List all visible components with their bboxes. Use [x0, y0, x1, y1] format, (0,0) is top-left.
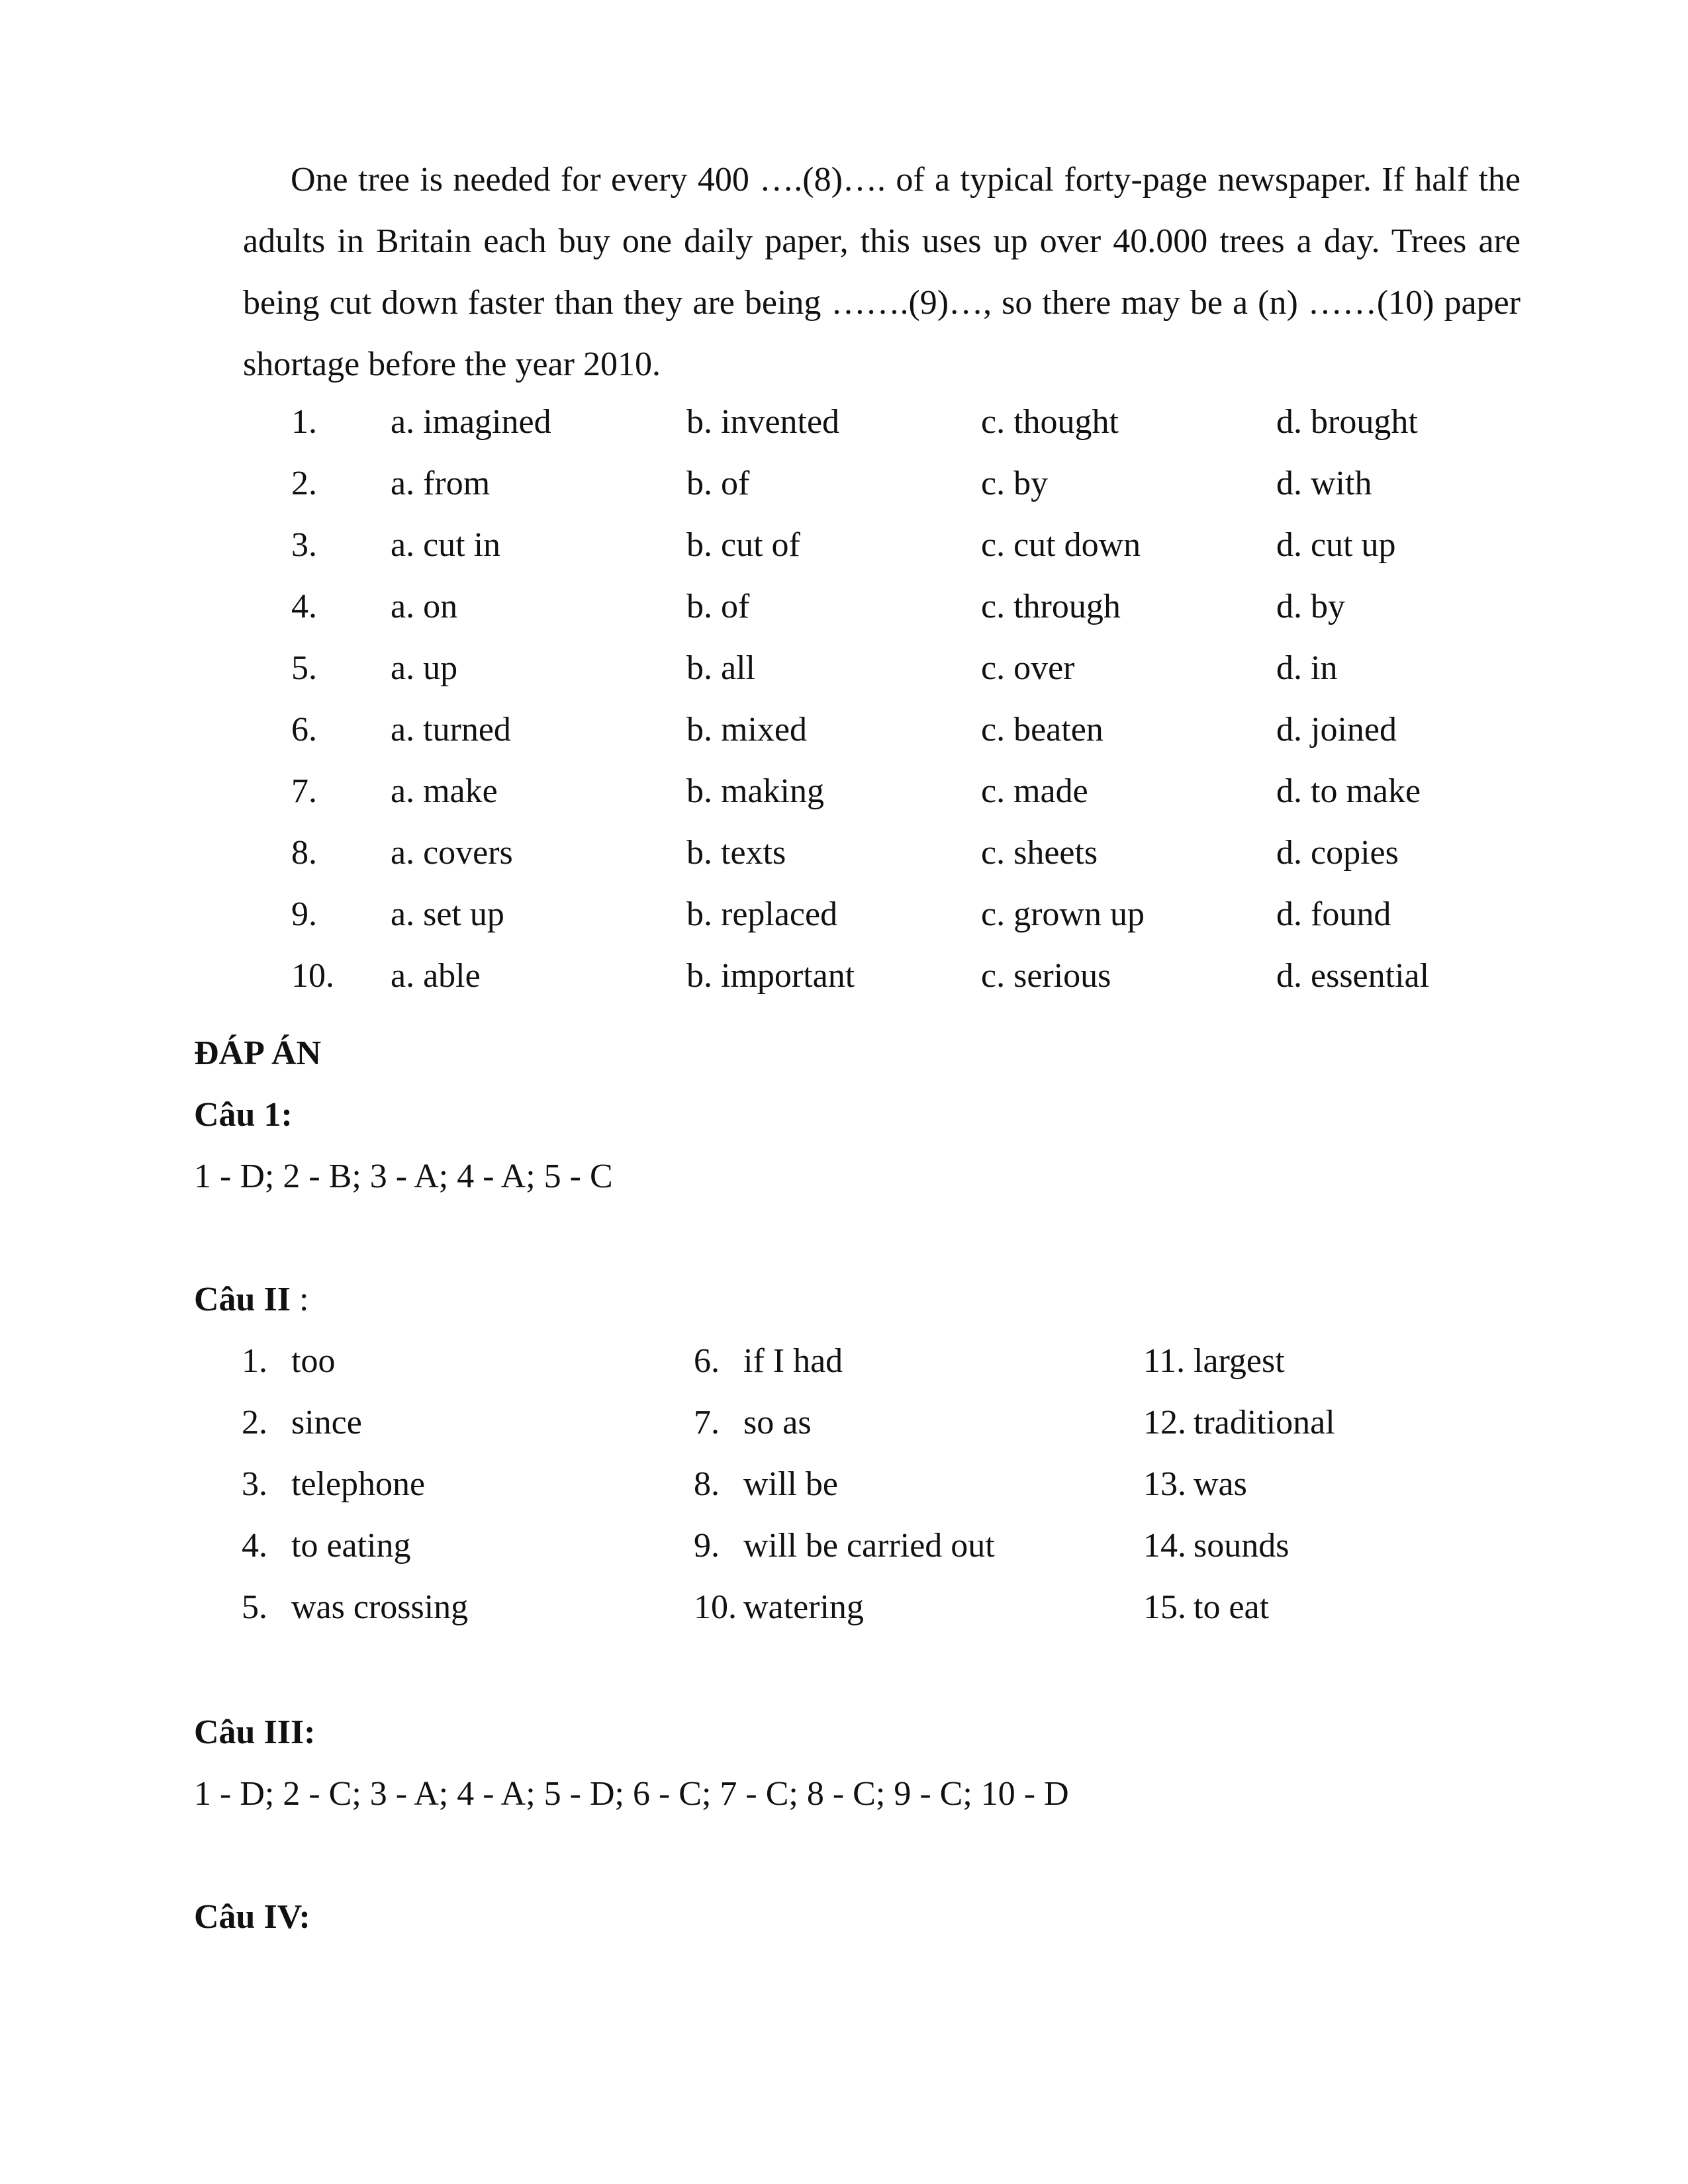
- option-a: a. covers: [391, 834, 513, 872]
- option-b: b. replaced: [686, 895, 838, 933]
- option-c: c. through: [981, 588, 1121, 625]
- answer-number: 3.: [242, 1465, 267, 1503]
- section-heading-cau-3: Câu III:: [194, 1713, 316, 1751]
- answers-cau-3: 1 - D; 2 - C; 3 - A; 4 - A; 5 - D; 6 - C; 7 - C; 8 - C; 9 - C; 10 - D: [194, 1775, 1069, 1813]
- option-d: d. brought: [1276, 403, 1418, 441]
- option-c: c. by: [981, 465, 1049, 502]
- option-a: a. turned: [391, 711, 511, 749]
- question-number: 7.: [291, 772, 317, 810]
- answer-number: 10.: [694, 1588, 737, 1626]
- question-number: 3.: [291, 526, 317, 564]
- option-b: b. all: [686, 649, 755, 687]
- option-a: a. cut in: [391, 526, 501, 564]
- answer-number: 15.: [1143, 1588, 1186, 1626]
- answer-key-title: ĐÁP ÁN: [194, 1034, 322, 1072]
- option-b: b. important: [686, 957, 855, 995]
- option-d: d. found: [1276, 895, 1391, 933]
- answer-number: 6.: [694, 1342, 720, 1380]
- answer-word: will be: [743, 1465, 838, 1503]
- option-d: d. by: [1276, 588, 1345, 625]
- answer-number: 7.: [694, 1404, 720, 1441]
- option-a: a. imagined: [391, 403, 551, 441]
- option-d: d. essential: [1276, 957, 1430, 995]
- question-number: 5.: [291, 649, 317, 687]
- option-b: b. cut of: [686, 526, 800, 564]
- answer-word: to eat: [1194, 1588, 1270, 1626]
- option-c: c. made: [981, 772, 1088, 810]
- answer-word: will be carried out: [743, 1527, 995, 1565]
- answer-word: telephone: [291, 1465, 426, 1503]
- answer-word: sounds: [1194, 1527, 1289, 1565]
- option-b: b. texts: [686, 834, 786, 872]
- option-d: d. joined: [1276, 711, 1397, 749]
- question-number: 1.: [291, 403, 317, 441]
- answer-number: 1.: [242, 1342, 267, 1380]
- answer-word: was: [1194, 1465, 1247, 1503]
- question-number: 9.: [291, 895, 317, 933]
- option-d: d. in: [1276, 649, 1338, 687]
- option-d: d. to make: [1276, 772, 1421, 810]
- option-b: b. invented: [686, 403, 840, 441]
- answer-number: 13.: [1143, 1465, 1186, 1503]
- answer-number: 12.: [1143, 1404, 1186, 1441]
- question-number: 8.: [291, 834, 317, 872]
- option-d: d. with: [1276, 465, 1372, 502]
- answers-cau-1: 1 - D; 2 - B; 3 - A; 4 - A; 5 - C: [194, 1158, 613, 1195]
- option-a: a. set up: [391, 895, 504, 933]
- answer-word: if I had: [743, 1342, 843, 1380]
- option-c: c. beaten: [981, 711, 1103, 749]
- answer-number: 2.: [242, 1404, 267, 1441]
- option-b: b. mixed: [686, 711, 807, 749]
- option-d: d. cut up: [1276, 526, 1396, 564]
- question-number: 2.: [291, 465, 317, 502]
- option-b: b. making: [686, 772, 824, 810]
- answer-word: largest: [1194, 1342, 1285, 1380]
- option-c: c. sheets: [981, 834, 1098, 872]
- answer-word: too: [291, 1342, 336, 1380]
- question-number: 10.: [291, 957, 334, 995]
- section-heading-cau-2: [194, 1269, 308, 1330]
- answer-number: 5.: [242, 1588, 267, 1626]
- answer-word: was crossing: [291, 1588, 469, 1626]
- answer-word: since: [291, 1404, 362, 1441]
- section-heading-cau-2-colon: :: [290, 1281, 309, 1318]
- question-number: 4.: [291, 588, 317, 625]
- option-a: a. on: [391, 588, 458, 625]
- answer-number: 14.: [1143, 1527, 1186, 1565]
- answer-word: so as: [743, 1404, 812, 1441]
- option-d: d. copies: [1276, 834, 1399, 872]
- option-a: a. up: [391, 649, 458, 687]
- answer-number: 8.: [694, 1465, 720, 1503]
- answer-word: to eating: [291, 1527, 411, 1565]
- option-b: b. of: [686, 588, 750, 625]
- section-heading-cau-2-label: Câu II: [194, 1281, 291, 1318]
- question-number: 6.: [291, 711, 317, 749]
- option-c: c. serious: [981, 957, 1111, 995]
- option-c: c. grown up: [981, 895, 1145, 933]
- answer-word: watering: [743, 1588, 864, 1626]
- answer-number: 9.: [694, 1527, 720, 1565]
- option-c: c. thought: [981, 403, 1119, 441]
- option-c: c. over: [981, 649, 1075, 687]
- option-a: a. from: [391, 465, 491, 502]
- option-b: b. of: [686, 465, 750, 502]
- option-c: c. cut down: [981, 526, 1141, 564]
- answer-number: 11.: [1143, 1342, 1186, 1380]
- reading-passage: One tree is needed for every 400 ….(8)…. of a typical forty-page newspaper. If half the adults in Britain each buy one daily paper, this uses up over 40.000 trees a day. Trees are being cut down faster than they are being …….(9)…, so there may be a (n) ……(10) paper shortage before the year 2010.: [243, 161, 1521, 383]
- section-heading-cau-4: Câu IV:: [194, 1898, 310, 1936]
- option-a: a. make: [391, 772, 498, 810]
- section-heading-cau-1: Câu 1:: [194, 1096, 293, 1134]
- option-a: a. able: [391, 957, 481, 995]
- answer-number: 4.: [242, 1527, 267, 1565]
- answer-word: traditional: [1194, 1404, 1335, 1441]
